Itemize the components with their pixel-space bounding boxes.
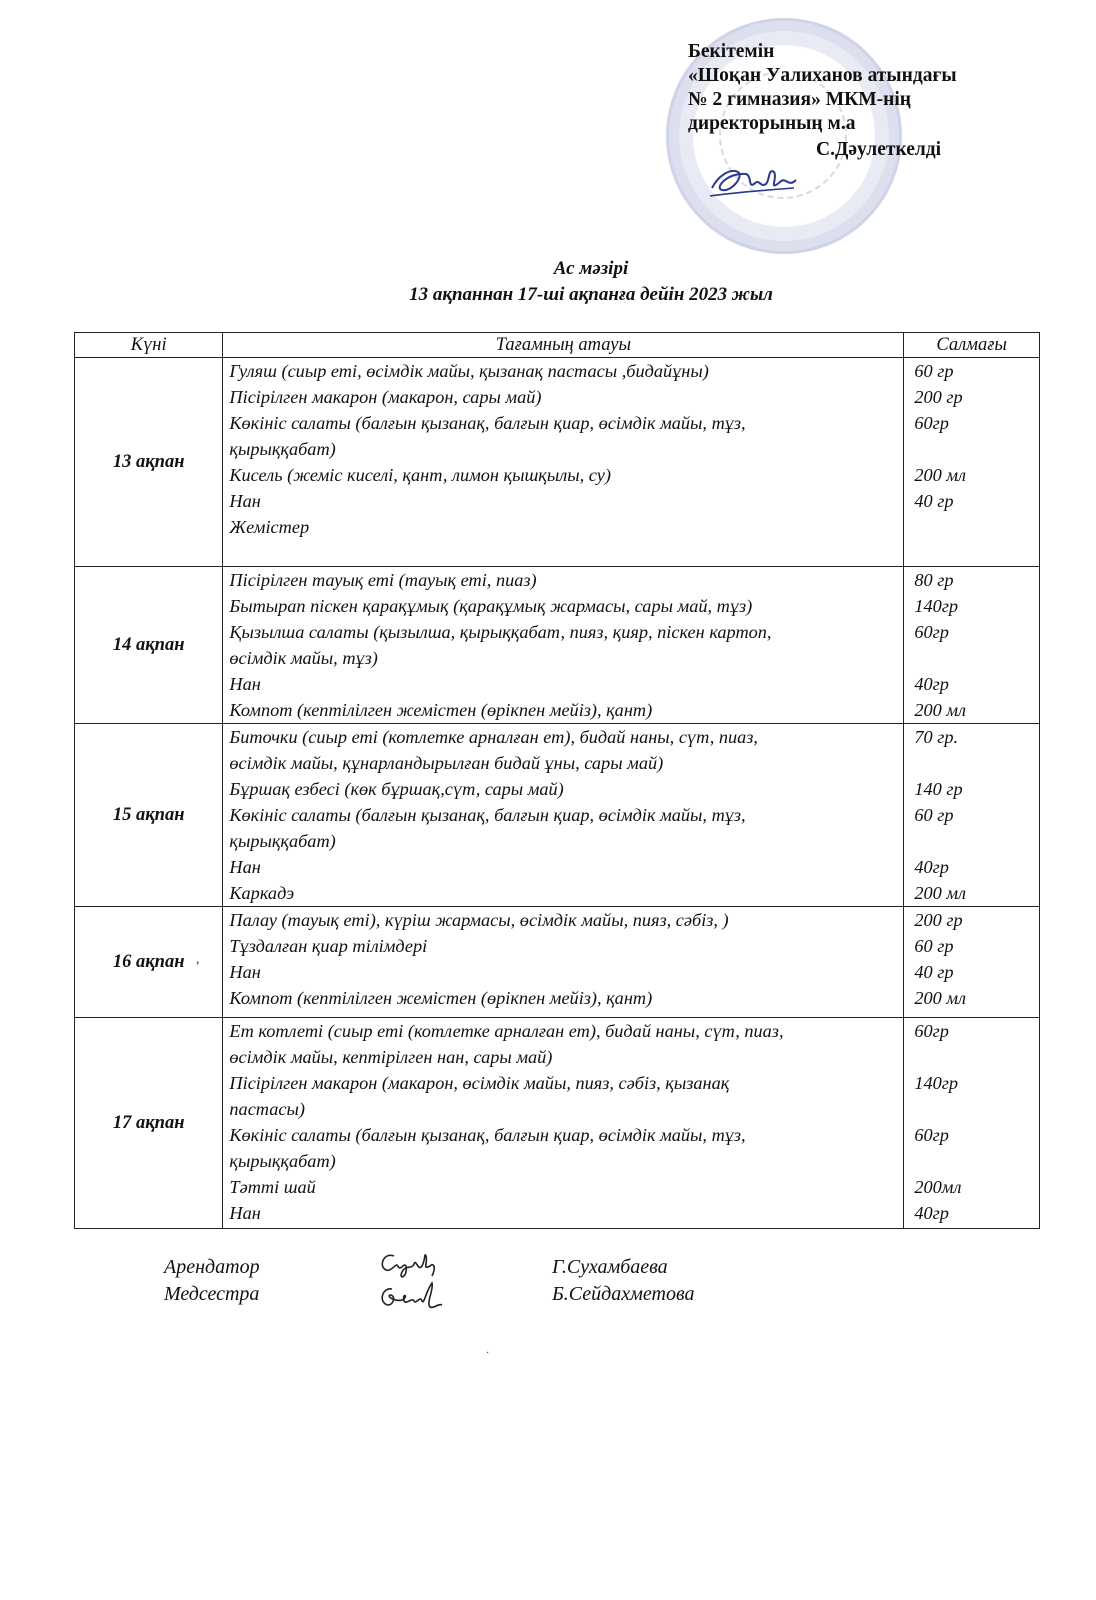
dish-cell	[223, 567, 904, 724]
header-day: Күні	[75, 333, 223, 358]
weight-value: 200 мл	[914, 883, 966, 903]
dish-line: Нан	[229, 491, 261, 511]
dish-cell	[223, 358, 904, 567]
dish-line: Пісірілген макарон (макарон, сары май)	[229, 387, 542, 407]
weight-value	[914, 645, 1033, 671]
signature-name: Б.Сейдахметова	[552, 1283, 695, 1305]
weight-value: 140гр	[914, 1073, 959, 1093]
signatures-block	[164, 1254, 864, 1308]
weight-value: 60 гр	[914, 805, 954, 825]
weight-value: 140гр	[914, 596, 959, 616]
weight-cell	[904, 358, 1040, 567]
weight-value: 60гр	[914, 1021, 949, 1041]
dish-line: Жемістер	[229, 517, 310, 537]
dish-line: Нан	[229, 962, 261, 982]
dish-line: Компот (кептілілген жемістен (өрікпен мейіз), қант)	[229, 988, 653, 1008]
document-subtitle: 13 ақпаннан 17-ші ақпанға дейін 2023 жыл	[409, 284, 773, 305]
dish-line: Ет котлеті (сиыр еті (котлетке арналған ет), бидай наны, сүт, пиаз,	[229, 1021, 784, 1041]
table-row	[75, 724, 1040, 907]
weight-value: 60гр	[914, 622, 949, 642]
day-cell: 13 ақпан	[75, 358, 223, 567]
dish-line: қырыққабат)	[229, 1151, 336, 1171]
signature-role: Арендатор	[164, 1256, 260, 1278]
dish-line: Тәтті шай	[229, 1177, 316, 1197]
weight-value: 60 гр	[914, 361, 954, 381]
day-cell: 17 ақпан	[75, 1018, 223, 1229]
table-row	[75, 1018, 1040, 1229]
header-weight: Салмағы	[904, 333, 1040, 358]
approval-line: Бекітемін	[688, 41, 775, 62]
table-header-row	[75, 333, 1040, 358]
dish-cell	[223, 907, 904, 1018]
dish-line: Нан	[229, 1203, 261, 1223]
dish-line: өсімдік майы, тұз)	[229, 648, 378, 668]
dish-line: Нан	[229, 857, 261, 877]
dish-line: Каркадэ	[229, 883, 295, 903]
weight-cell	[904, 1018, 1040, 1229]
weight-value	[914, 828, 1033, 854]
approval-line: директорының м.а	[688, 113, 856, 134]
dish-line: Көкініс салаты (балғын қызанақ, балғын қиар, өсімдік майы, тұз,	[229, 805, 746, 825]
weight-value: 140 гр	[914, 779, 963, 799]
table-row	[75, 358, 1040, 567]
weight-value: 200мл	[914, 1177, 962, 1197]
approval-line: «Шоқан Уалиханов атындағы	[688, 65, 957, 86]
dish-line: Кисель (жеміс киселі, қант, лимон қышқылы, су)	[229, 465, 611, 485]
day-cell: 14 ақпан	[75, 567, 223, 724]
dish-cell	[223, 724, 904, 907]
weight-value: 40 гр	[914, 962, 954, 982]
dish-line: Компот (кептілілген жемістен (өрікпен мейіз), қант)	[229, 700, 653, 720]
weight-value: 80 гр	[914, 570, 954, 590]
dish-line: Қызылша салаты (қызылша, қырыққабат, пияз, қияр, піскен картоп,	[229, 622, 772, 642]
weight-value: 40гр	[914, 857, 949, 877]
dish-line: Палау (тауық еті), күріш жармасы, өсімдік майы, пияз, сәбіз, )	[229, 910, 729, 930]
weight-value: 70 гр.	[914, 727, 959, 747]
dish-line: Тұздалған қиар тілімдері	[229, 936, 428, 956]
weight-value	[914, 514, 1033, 540]
dish-cell	[223, 1018, 904, 1229]
day-cell: 16 ақпан	[75, 907, 223, 1018]
approval-block	[688, 40, 1028, 162]
weight-value: 60гр	[914, 1125, 949, 1145]
signature-row	[164, 1254, 864, 1281]
dish-line: Пісірілген макарон (макарон, өсімдік майы, пияз, сәбіз, қызанақ	[229, 1073, 730, 1093]
dish-line: Бытырап піскен қарақұмық (қарақұмық жармасы, сары май, тұз)	[229, 596, 753, 616]
signature-name: Г.Сухамбаева	[552, 1256, 668, 1278]
table-row	[75, 907, 1040, 1018]
header-dish: Тағамның атауы	[223, 333, 904, 358]
approval-signatory: С.Дәулеткелді	[816, 139, 942, 160]
weight-value	[914, 1044, 1033, 1070]
dish-line: Нан	[229, 674, 261, 694]
dish-line: Гуляш (сиыр еті, өсімдік майы, қызанақ пастасы ,бидайұны)	[229, 361, 709, 381]
dish-line: пастасы)	[229, 1099, 305, 1119]
approval-line: № 2 гимназия» МКМ-нің	[688, 89, 912, 110]
day-cell: 15 ақпан	[75, 724, 223, 907]
director-signature-icon	[708, 158, 798, 202]
weight-value	[914, 750, 1033, 776]
dish-line: Пісірілген тауық еті (тауық еті, пиаз)	[229, 570, 537, 590]
dish-line: өсімдік майы, кептірілген нан, сары май)	[229, 1047, 553, 1067]
nurse-signature-icon	[376, 1279, 446, 1313]
dish-line: қырыққабат)	[229, 439, 336, 459]
stray-mark: ,	[196, 952, 200, 967]
weight-value	[914, 1096, 1033, 1122]
signature-row	[164, 1281, 864, 1308]
weight-value: 200 гр	[914, 910, 963, 930]
tenant-signature-icon	[376, 1248, 446, 1282]
dish-line: қырыққабат)	[229, 831, 336, 851]
dish-line: өсімдік майы, құнарландырылған бидай ұны, сары май)	[229, 753, 664, 773]
weight-value: 40гр	[914, 674, 949, 694]
weight-value: 200 мл	[914, 700, 966, 720]
weight-value: 60 гр	[914, 936, 954, 956]
dish-line: Бұршақ езбесі (көк бұршақ,сүт, сары май)	[229, 779, 564, 799]
weight-value: 40 гр	[914, 491, 954, 511]
weight-value	[914, 1148, 1033, 1174]
weight-value: 200 гр	[914, 387, 963, 407]
weight-cell	[904, 907, 1040, 1018]
weight-value	[914, 436, 1033, 462]
weight-cell	[904, 567, 1040, 724]
dish-line: Көкініс салаты (балғын қызанақ, балғын қиар, өсімдік майы, тұз,	[229, 1125, 746, 1145]
document-title: Ас мәзірі	[553, 258, 629, 279]
weight-value: 60гр	[914, 413, 949, 433]
signature-role: Медсестра	[164, 1283, 260, 1305]
stray-mark: ·	[486, 1348, 490, 1359]
weight-cell	[904, 724, 1040, 907]
weight-value: 200 мл	[914, 465, 966, 485]
table-row	[75, 567, 1040, 724]
dish-line: Биточки (сиыр еті (котлетке арналған ет), бидай наны, сүт, пиаз,	[229, 727, 758, 747]
weight-value: 200 мл	[914, 988, 966, 1008]
menu-table	[74, 332, 1040, 1229]
weight-value: 40гр	[914, 1203, 949, 1223]
dish-line: Көкініс салаты (балғын қызанақ, балғын қиар, өсімдік майы, тұз,	[229, 413, 746, 433]
